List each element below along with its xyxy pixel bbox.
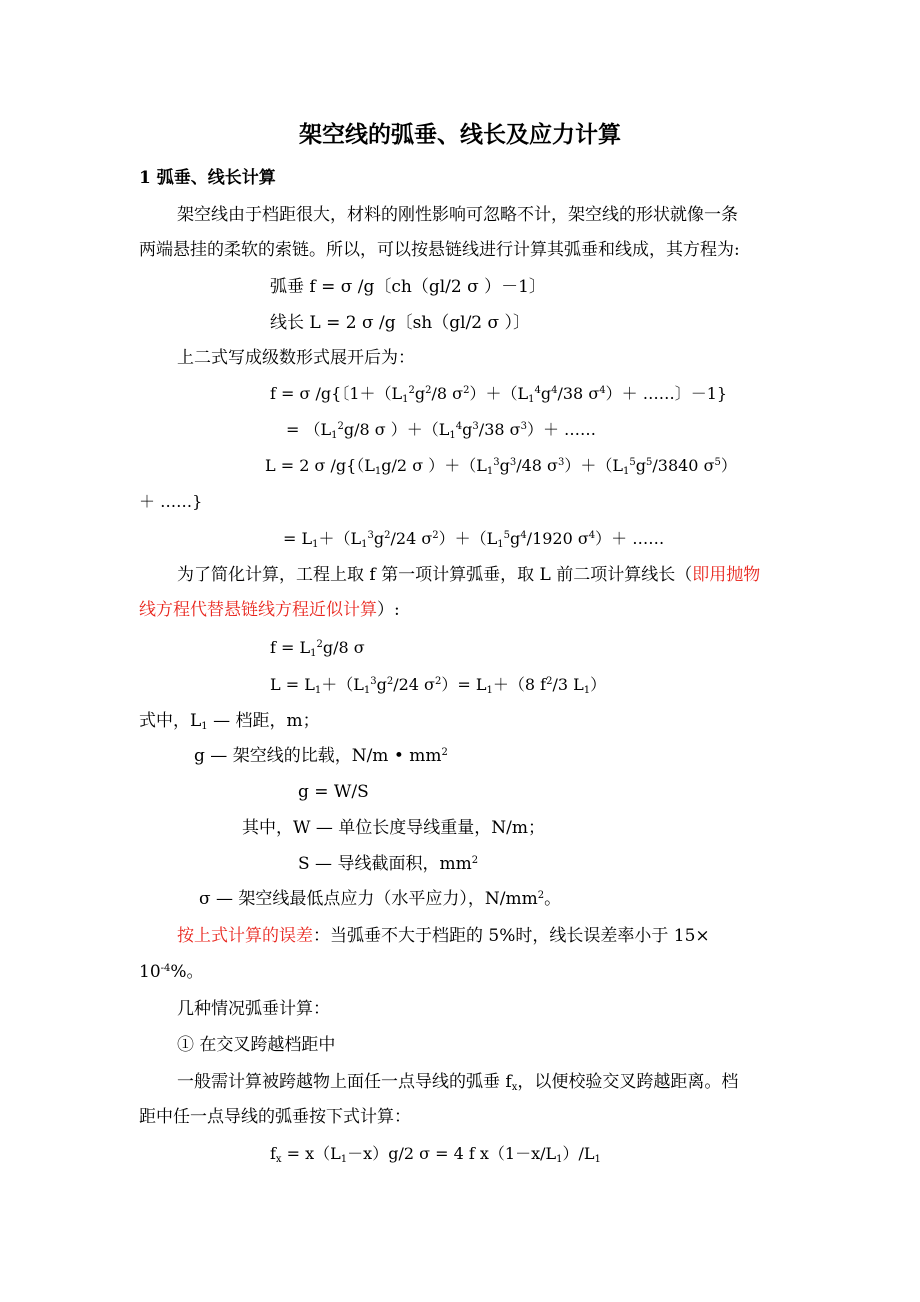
paragraph-line: 按上式计算的误差：当弧垂不大于档距的 5%时，线长误差率小于 15× xyxy=(177,926,710,946)
definition-load: g — 架空线的比载，N/m • $mm^2$ xyxy=(194,746,448,766)
paragraph-line: 为了简化计算，工程上取 f 第一项计算弧垂，取 L 前二项计算线长（即用抛物 xyxy=(177,565,761,585)
section-heading: 1 弧垂、线长计算 xyxy=(139,168,276,188)
equation-series-l1: L = 2 σ $/g\{(L_1g/2$ σ ）$+(L_1^3g^3/48$ $\sigma^3)+(L_1^5g^5/3840$ $\sigma^5$） xyxy=(265,456,737,477)
paragraph-line: 架空线由于档距很大，材料的刚性影响可忽略不计，架空线的形状就像一条 xyxy=(177,205,738,225)
definition-span: 式中，$L_1$ — 档距，m； xyxy=(139,711,320,732)
page-title: 架空线的弧垂、线长及应力计算 xyxy=(299,121,621,148)
definition-weight: 其中，W — 单位长度导线重量，N/m； xyxy=(242,818,546,838)
equation-approx-f: $f = L_1^2g/8$ σ xyxy=(270,638,365,659)
equation-series-l1-cont: ＋ ……} xyxy=(139,492,203,511)
highlight-text: 按上式计算的误差 xyxy=(177,926,313,946)
paragraph-line: 几种情况弧垂计算： xyxy=(177,999,330,1019)
equation-series-f1: f = σ /g{〔$1+(L_1^2g^2/8$ $\sigma^2)+(L_1^4g^4/38$ $\sigma^4)+$ ……〕－1} xyxy=(270,384,728,405)
definition-stress: σ — 架空线最低点应力（水平应力），$N/mm^2$。 xyxy=(199,889,562,909)
paragraph-line: 上二式写成级数形式展开后为： xyxy=(177,348,415,368)
equation-any-point-sag: $f_x = x(L_1-x)g/2$ σ = 4 f $x(1-x/L_1)/L_1$ xyxy=(270,1144,601,1165)
equation-series-f2: = （$L_1^2g/8$ σ ）$+(L_1^4g^3/38$ $\sigma^3)+$ …… xyxy=(286,420,597,441)
paragraph-line: 两端悬挂的柔软的索链。所以，可以按悬链线进行计算其弧垂和线成，其方程为: xyxy=(139,240,740,260)
paragraph-line: $10^{-4}\%$。 xyxy=(139,962,204,982)
paragraph-line: 线方程代替悬链线方程近似计算）: xyxy=(139,600,400,620)
definition-area: S — 导线截面积，$mm^2$ xyxy=(298,854,479,874)
highlight-text: 线方程代替悬链线方程近似计算 xyxy=(139,600,377,620)
equation-series-l2: = $L_1+(L_1^3g^2/24$ $\sigma^2)+(L_1^5g^4/1920$ $\sigma^4)+$ …… xyxy=(283,529,665,550)
equation-sag-exact: 弧垂 f = σ /g〔ch（gl/2 σ ）－1〕 xyxy=(270,277,546,297)
paragraph-line: 一般需计算被跨越物上面任一点导线的弧垂 $f_x$，以便校验交叉跨越距离。档 xyxy=(177,1072,739,1093)
equation-length-exact: 线长 L = 2 σ /g〔sh（gl/2 σ ）〕 xyxy=(270,313,531,333)
case-heading: ① 在交叉跨越档距中 xyxy=(177,1035,336,1055)
definition-load-eq: g = W/S xyxy=(298,782,369,802)
highlight-text: 即用抛物 xyxy=(692,565,761,585)
paragraph-line: 距中任一点导线的弧垂按下式计算： xyxy=(139,1107,411,1127)
equation-approx-l: $L = L_1+(L_1^3g^2/24$ $\sigma^2)= L_1+(8$ $f^2/3$ $L_1$） xyxy=(270,675,607,696)
